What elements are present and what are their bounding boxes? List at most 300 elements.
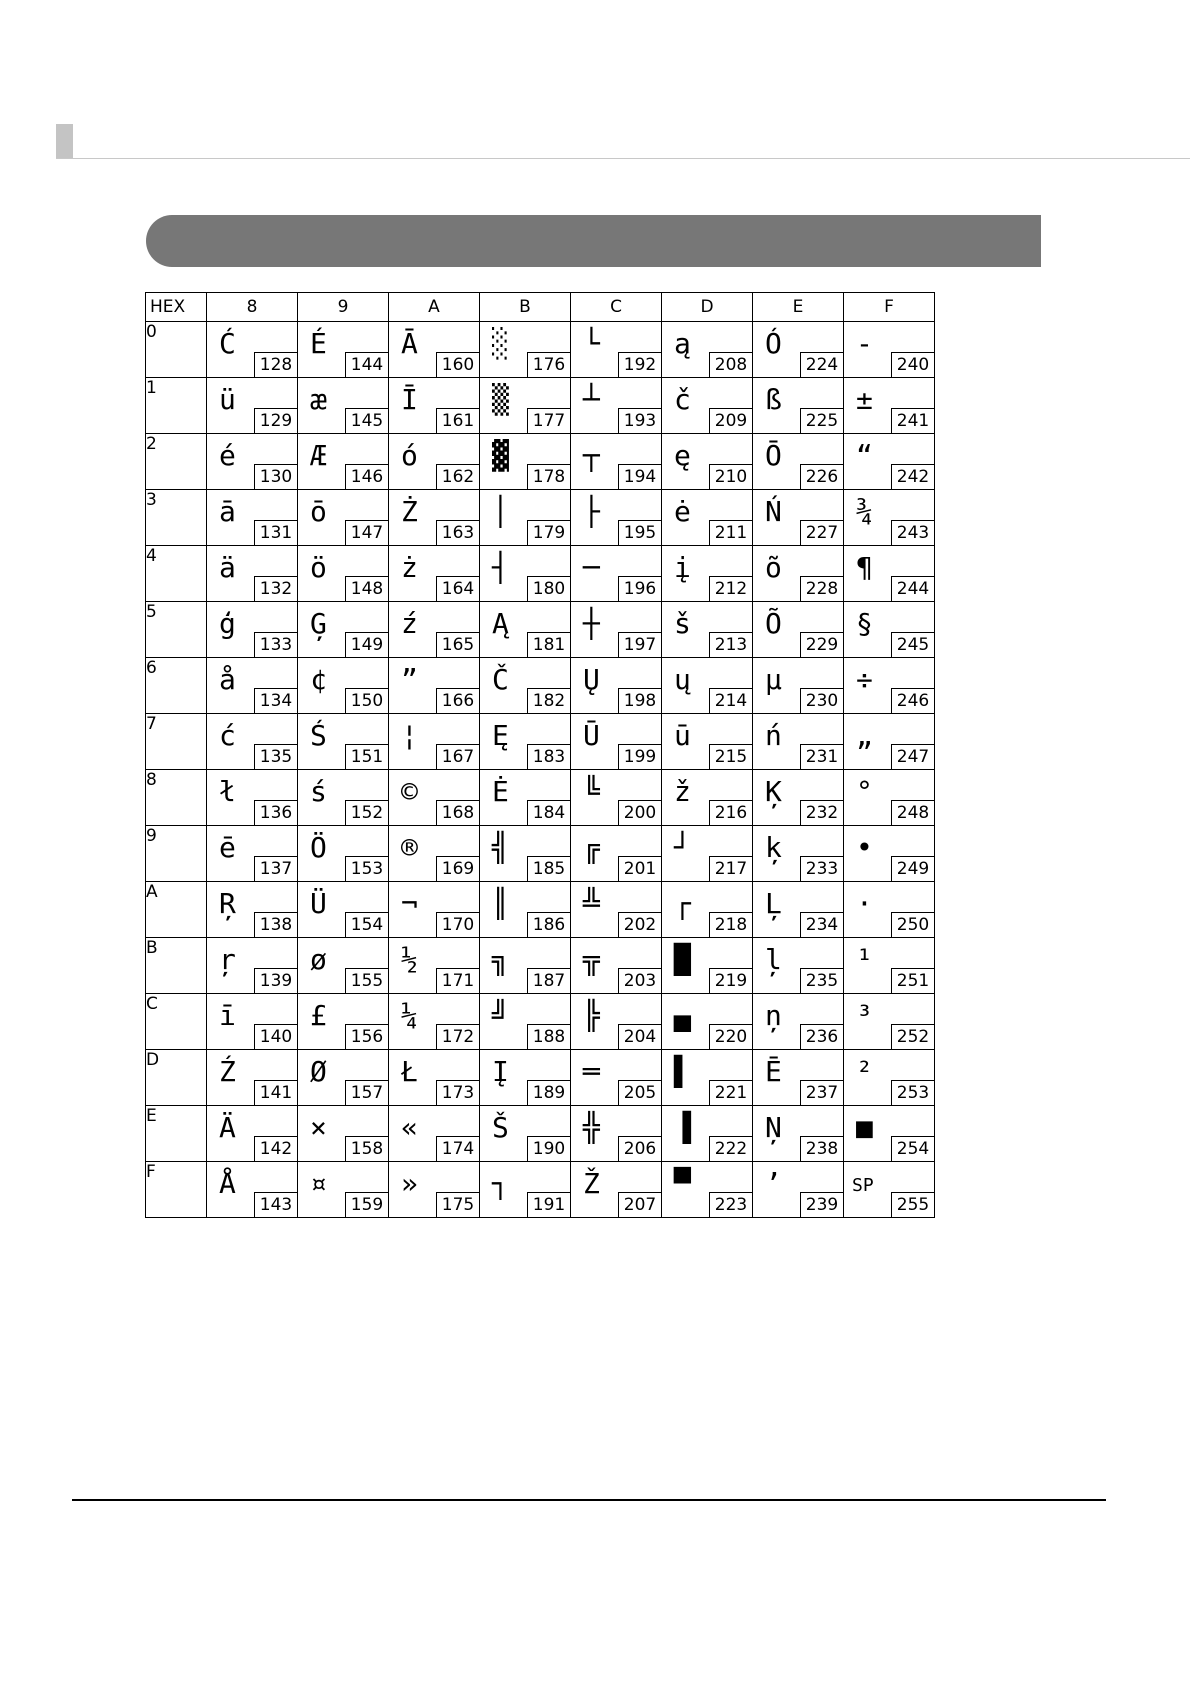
decimal-code: 223 bbox=[709, 1192, 752, 1217]
code-cell bbox=[389, 658, 480, 714]
decimal-code: 200 bbox=[618, 800, 661, 825]
character-glyph: Ė bbox=[492, 775, 509, 808]
decimal-code: 173 bbox=[436, 1080, 479, 1105]
code-cell bbox=[389, 826, 480, 882]
row-header: D bbox=[146, 1050, 207, 1106]
decimal-code: 245 bbox=[891, 632, 934, 657]
table-row bbox=[146, 1106, 935, 1162]
character-glyph: - bbox=[856, 327, 873, 360]
character-glyph: ± bbox=[856, 383, 873, 416]
decimal-code: 130 bbox=[254, 464, 297, 489]
decimal-code: 238 bbox=[800, 1136, 843, 1161]
decimal-code: 206 bbox=[618, 1136, 661, 1161]
character-glyph: å bbox=[219, 663, 236, 696]
code-cell bbox=[298, 490, 389, 546]
character-glyph: ┐ bbox=[492, 1167, 509, 1200]
character-glyph: ║ bbox=[492, 887, 509, 920]
decimal-code: 151 bbox=[345, 744, 388, 769]
character-glyph: ” bbox=[401, 663, 418, 696]
code-cell bbox=[844, 938, 935, 994]
character-glyph: ╦ bbox=[583, 943, 600, 976]
character-glyph: ō bbox=[310, 495, 327, 528]
character-glyph: ¼ bbox=[401, 999, 418, 1032]
character-glyph: Ō bbox=[765, 439, 782, 472]
decimal-code: 160 bbox=[436, 352, 479, 377]
character-glyph: ā bbox=[219, 495, 236, 528]
code-cell bbox=[480, 1050, 571, 1106]
row-header: 0 bbox=[146, 322, 207, 378]
code-cell bbox=[844, 378, 935, 434]
character-glyph: Š bbox=[492, 1111, 509, 1144]
row-header: C bbox=[146, 994, 207, 1050]
character-glyph: Ž bbox=[583, 1167, 600, 1200]
code-cell bbox=[662, 546, 753, 602]
code-cell bbox=[207, 882, 298, 938]
decimal-code: 138 bbox=[254, 912, 297, 937]
code-cell bbox=[662, 322, 753, 378]
decimal-code: 140 bbox=[254, 1024, 297, 1049]
table-row bbox=[146, 434, 935, 490]
table-row bbox=[146, 658, 935, 714]
decimal-code: 249 bbox=[891, 856, 934, 881]
code-cell bbox=[298, 826, 389, 882]
character-glyph: ń bbox=[765, 719, 782, 752]
character-glyph: ų bbox=[674, 663, 691, 696]
decimal-code: 172 bbox=[436, 1024, 479, 1049]
code-cell bbox=[753, 1106, 844, 1162]
code-cell bbox=[389, 434, 480, 490]
code-cell bbox=[844, 490, 935, 546]
character-glyph: ü bbox=[219, 383, 236, 416]
character-glyph: ═ bbox=[583, 1055, 600, 1088]
footer-rule bbox=[72, 1499, 1106, 1501]
character-glyph: ¾ bbox=[856, 495, 873, 528]
decimal-code: 237 bbox=[800, 1080, 843, 1105]
table-row bbox=[146, 546, 935, 602]
decimal-code: 208 bbox=[709, 352, 752, 377]
decimal-code: 134 bbox=[254, 688, 297, 713]
character-glyph: Ē bbox=[765, 1055, 782, 1088]
code-cell bbox=[389, 1162, 480, 1218]
character-glyph: ć bbox=[219, 719, 236, 752]
character-glyph: » bbox=[401, 1167, 418, 1200]
decimal-code: 231 bbox=[800, 744, 843, 769]
code-cell bbox=[480, 378, 571, 434]
character-glyph: ģ bbox=[219, 607, 236, 640]
decimal-code: 203 bbox=[618, 968, 661, 993]
decimal-code: 161 bbox=[436, 408, 479, 433]
code-cell bbox=[207, 658, 298, 714]
character-glyph: ē bbox=[219, 831, 236, 864]
character-glyph: Ī bbox=[401, 383, 418, 416]
character-glyph: ┴ bbox=[583, 383, 600, 416]
code-cell bbox=[753, 434, 844, 490]
character-glyph: ū bbox=[674, 719, 691, 752]
column-header: D bbox=[662, 293, 753, 322]
code-cell bbox=[480, 714, 571, 770]
code-cell bbox=[571, 434, 662, 490]
table-row bbox=[146, 714, 935, 770]
decimal-code: 184 bbox=[527, 800, 570, 825]
code-cell bbox=[662, 882, 753, 938]
character-glyph: ļ bbox=[765, 943, 782, 976]
code-cell bbox=[753, 658, 844, 714]
character-glyph: ī bbox=[219, 999, 236, 1032]
decimal-code: 137 bbox=[254, 856, 297, 881]
code-cell bbox=[662, 1050, 753, 1106]
code-cell bbox=[662, 602, 753, 658]
code-cell bbox=[207, 770, 298, 826]
code-cell bbox=[753, 714, 844, 770]
decimal-code: 190 bbox=[527, 1136, 570, 1161]
code-cell bbox=[480, 490, 571, 546]
character-glyph: Ü bbox=[310, 887, 327, 920]
decimal-code: 174 bbox=[436, 1136, 479, 1161]
decimal-code: 170 bbox=[436, 912, 479, 937]
code-cell bbox=[298, 938, 389, 994]
character-glyph: █ bbox=[674, 943, 691, 976]
decimal-code: 215 bbox=[709, 744, 752, 769]
code-cell bbox=[389, 1106, 480, 1162]
decimal-code: 217 bbox=[709, 856, 752, 881]
code-cell bbox=[571, 378, 662, 434]
decimal-code: 247 bbox=[891, 744, 934, 769]
character-glyph: ś bbox=[310, 775, 327, 808]
code-cell bbox=[480, 1162, 571, 1218]
character-glyph: ─ bbox=[583, 551, 600, 584]
decimal-code: 205 bbox=[618, 1080, 661, 1105]
code-cell bbox=[298, 434, 389, 490]
character-glyph: Ć bbox=[219, 327, 236, 360]
code-page-table bbox=[145, 292, 935, 1218]
decimal-code: 186 bbox=[527, 912, 570, 937]
character-glyph: į bbox=[674, 551, 691, 584]
decimal-code: 235 bbox=[800, 968, 843, 993]
row-header: 8 bbox=[146, 770, 207, 826]
table-header-row bbox=[146, 293, 935, 322]
decimal-code: 211 bbox=[709, 520, 752, 545]
character-glyph: É bbox=[310, 327, 327, 360]
row-header: F bbox=[146, 1162, 207, 1218]
decimal-code: 244 bbox=[891, 576, 934, 601]
decimal-code: 145 bbox=[345, 408, 388, 433]
code-cell bbox=[389, 322, 480, 378]
decimal-code: 149 bbox=[345, 632, 388, 657]
decimal-code: 157 bbox=[345, 1080, 388, 1105]
character-glyph: ░ bbox=[492, 327, 509, 360]
code-cell bbox=[753, 994, 844, 1050]
code-cell bbox=[207, 378, 298, 434]
code-cell bbox=[389, 770, 480, 826]
column-header: F bbox=[844, 293, 935, 322]
code-cell bbox=[480, 434, 571, 490]
character-glyph: Õ bbox=[765, 607, 782, 640]
section-title-bar bbox=[146, 215, 1041, 267]
decimal-code: 178 bbox=[527, 464, 570, 489]
decimal-code: 194 bbox=[618, 464, 661, 489]
character-glyph: Į bbox=[492, 1055, 509, 1088]
code-cell bbox=[571, 714, 662, 770]
code-cell bbox=[753, 322, 844, 378]
character-glyph: § bbox=[856, 607, 873, 640]
decimal-code: 131 bbox=[254, 520, 297, 545]
code-cell bbox=[662, 378, 753, 434]
decimal-code: 132 bbox=[254, 576, 297, 601]
code-cell bbox=[662, 938, 753, 994]
decimal-code: 147 bbox=[345, 520, 388, 545]
decimal-code: 156 bbox=[345, 1024, 388, 1049]
code-cell bbox=[389, 378, 480, 434]
code-cell bbox=[844, 1106, 935, 1162]
row-header: 4 bbox=[146, 546, 207, 602]
decimal-code: 202 bbox=[618, 912, 661, 937]
decimal-code: 193 bbox=[618, 408, 661, 433]
decimal-code: 179 bbox=[527, 520, 570, 545]
code-cell bbox=[844, 322, 935, 378]
decimal-code: 197 bbox=[618, 632, 661, 657]
character-glyph: ½ bbox=[401, 943, 418, 976]
character-glyph: ° bbox=[856, 775, 873, 808]
character-glyph: ▄ bbox=[674, 999, 691, 1032]
decimal-code: 154 bbox=[345, 912, 388, 937]
row-header: E bbox=[146, 1106, 207, 1162]
character-glyph: ╗ bbox=[492, 943, 509, 976]
character-glyph: ▒ bbox=[492, 383, 509, 416]
character-glyph: × bbox=[310, 1111, 327, 1144]
character-glyph: ø bbox=[310, 943, 327, 976]
code-cell bbox=[298, 714, 389, 770]
code-cell bbox=[844, 826, 935, 882]
code-cell bbox=[207, 826, 298, 882]
code-cell bbox=[571, 938, 662, 994]
code-cell bbox=[207, 546, 298, 602]
decimal-code: 204 bbox=[618, 1024, 661, 1049]
row-header: 7 bbox=[146, 714, 207, 770]
decimal-code: 214 bbox=[709, 688, 752, 713]
decimal-code: 243 bbox=[891, 520, 934, 545]
decimal-code: 230 bbox=[800, 688, 843, 713]
character-glyph: Ŗ bbox=[219, 887, 236, 920]
row-header: 2 bbox=[146, 434, 207, 490]
code-cell bbox=[298, 1050, 389, 1106]
character-glyph: ö bbox=[310, 551, 327, 584]
decimal-code: 167 bbox=[436, 744, 479, 769]
character-glyph: ¶ bbox=[856, 551, 873, 584]
code-cell bbox=[298, 770, 389, 826]
code-cell bbox=[298, 1106, 389, 1162]
decimal-code: 158 bbox=[345, 1136, 388, 1161]
character-glyph: æ bbox=[310, 383, 327, 416]
table-row bbox=[146, 1162, 935, 1218]
character-glyph: Ł bbox=[401, 1055, 418, 1088]
code-cell bbox=[571, 994, 662, 1050]
column-header: 9 bbox=[298, 293, 389, 322]
decimal-code: 210 bbox=[709, 464, 752, 489]
code-cell bbox=[480, 1106, 571, 1162]
code-cell bbox=[844, 546, 935, 602]
code-cell bbox=[571, 1106, 662, 1162]
code-cell bbox=[662, 490, 753, 546]
code-cell bbox=[389, 490, 480, 546]
code-cell bbox=[571, 658, 662, 714]
decimal-code: 236 bbox=[800, 1024, 843, 1049]
decimal-code: 129 bbox=[254, 408, 297, 433]
decimal-code: 169 bbox=[436, 856, 479, 881]
decimal-code: 225 bbox=[800, 408, 843, 433]
code-cell bbox=[207, 994, 298, 1050]
character-glyph: Ų bbox=[583, 663, 600, 696]
decimal-code: 159 bbox=[345, 1192, 388, 1217]
decimal-code: 221 bbox=[709, 1080, 752, 1105]
decimal-code: 155 bbox=[345, 968, 388, 993]
decimal-code: 255 bbox=[891, 1192, 934, 1217]
character-glyph: ł bbox=[219, 775, 236, 808]
code-cell bbox=[298, 1162, 389, 1218]
code-cell bbox=[753, 826, 844, 882]
character-glyph: ¬ bbox=[401, 887, 418, 920]
decimal-code: 229 bbox=[800, 632, 843, 657]
decimal-code: 165 bbox=[436, 632, 479, 657]
character-glyph: Ö bbox=[310, 831, 327, 864]
code-cell bbox=[571, 490, 662, 546]
decimal-code: 175 bbox=[436, 1192, 479, 1217]
table-row bbox=[146, 490, 935, 546]
code-cell bbox=[389, 1050, 480, 1106]
character-glyph: ß bbox=[765, 383, 782, 416]
decimal-code: 182 bbox=[527, 688, 570, 713]
code-cell bbox=[753, 1050, 844, 1106]
code-cell bbox=[480, 546, 571, 602]
decimal-code: 139 bbox=[254, 968, 297, 993]
decimal-code: 128 bbox=[254, 352, 297, 377]
code-cell bbox=[662, 658, 753, 714]
table-body bbox=[146, 322, 935, 1218]
character-glyph: Ä bbox=[219, 1111, 236, 1144]
decimal-code: 136 bbox=[254, 800, 297, 825]
decimal-code: 224 bbox=[800, 352, 843, 377]
code-cell bbox=[571, 1050, 662, 1106]
character-glyph: ® bbox=[401, 831, 418, 864]
code-cell bbox=[389, 546, 480, 602]
character-glyph: Č bbox=[492, 663, 509, 696]
decimal-code: 234 bbox=[800, 912, 843, 937]
table-row bbox=[146, 938, 935, 994]
code-cell bbox=[844, 1050, 935, 1106]
code-cell bbox=[480, 938, 571, 994]
character-glyph: Ś bbox=[310, 719, 327, 752]
character-glyph: ┘ bbox=[674, 831, 691, 864]
code-cell bbox=[571, 770, 662, 826]
character-glyph: ķ bbox=[765, 831, 782, 864]
character-glyph: ź bbox=[401, 607, 418, 640]
code-cell bbox=[571, 826, 662, 882]
decimal-code: 199 bbox=[618, 744, 661, 769]
code-cell bbox=[298, 658, 389, 714]
decimal-code: 171 bbox=[436, 968, 479, 993]
decimal-code: 251 bbox=[891, 968, 934, 993]
decimal-code: 213 bbox=[709, 632, 752, 657]
row-header: 5 bbox=[146, 602, 207, 658]
code-cell bbox=[844, 602, 935, 658]
code-cell bbox=[753, 490, 844, 546]
decimal-code: 152 bbox=[345, 800, 388, 825]
character-glyph: ä bbox=[219, 551, 236, 584]
table-row bbox=[146, 322, 935, 378]
decimal-code: 242 bbox=[891, 464, 934, 489]
character-glyph: µ bbox=[765, 663, 782, 696]
code-cell bbox=[662, 994, 753, 1050]
character-glyph: ³ bbox=[856, 999, 873, 1032]
character-glyph: ╝ bbox=[492, 999, 509, 1032]
decimal-code: 148 bbox=[345, 576, 388, 601]
character-glyph: ╠ bbox=[583, 999, 600, 1032]
decimal-code: 232 bbox=[800, 800, 843, 825]
character-glyph: ą bbox=[674, 327, 691, 360]
character-glyph: Ū bbox=[583, 719, 600, 752]
decimal-code: 162 bbox=[436, 464, 479, 489]
table-row bbox=[146, 770, 935, 826]
column-header: E bbox=[753, 293, 844, 322]
decimal-code: 207 bbox=[618, 1192, 661, 1217]
decimal-code: 188 bbox=[527, 1024, 570, 1049]
code-cell bbox=[389, 602, 480, 658]
decimal-code: 143 bbox=[254, 1192, 297, 1217]
decimal-code: 240 bbox=[891, 352, 934, 377]
row-header: 1 bbox=[146, 378, 207, 434]
character-glyph: ╚ bbox=[583, 775, 600, 808]
code-cell bbox=[207, 1162, 298, 1218]
character-glyph: £ bbox=[310, 999, 327, 1032]
character-glyph: „ bbox=[856, 719, 873, 752]
row-header: B bbox=[146, 938, 207, 994]
code-cell bbox=[389, 938, 480, 994]
character-glyph: © bbox=[401, 775, 418, 808]
character-glyph: Ģ bbox=[310, 607, 327, 640]
character-glyph: ╩ bbox=[583, 887, 600, 920]
character-glyph: Ņ bbox=[765, 1111, 782, 1144]
decimal-code: 241 bbox=[891, 408, 934, 433]
character-glyph: č bbox=[674, 383, 691, 416]
code-cell bbox=[753, 602, 844, 658]
character-glyph: Ż bbox=[401, 495, 418, 528]
code-cell bbox=[389, 994, 480, 1050]
code-cell bbox=[207, 602, 298, 658]
character-glyph: Å bbox=[219, 1167, 236, 1200]
decimal-code: 198 bbox=[618, 688, 661, 713]
table-row bbox=[146, 602, 935, 658]
decimal-code: 254 bbox=[891, 1136, 934, 1161]
decimal-code: 233 bbox=[800, 856, 843, 881]
character-glyph: Ó bbox=[765, 327, 782, 360]
code-cell bbox=[844, 770, 935, 826]
character-glyph: │ bbox=[492, 495, 509, 528]
code-cell bbox=[753, 546, 844, 602]
code-cell bbox=[571, 1162, 662, 1218]
character-glyph: ┌ bbox=[674, 887, 691, 920]
code-cell bbox=[662, 434, 753, 490]
code-cell bbox=[207, 1106, 298, 1162]
character-glyph: ŗ bbox=[219, 943, 236, 976]
decimal-code: 212 bbox=[709, 576, 752, 601]
decimal-code: 227 bbox=[800, 520, 843, 545]
decimal-code: 141 bbox=[254, 1080, 297, 1105]
character-glyph: Ź bbox=[219, 1055, 236, 1088]
column-header: 8 bbox=[207, 293, 298, 322]
code-cell bbox=[844, 994, 935, 1050]
decimal-code: 146 bbox=[345, 464, 388, 489]
character-glyph: ├ bbox=[583, 495, 600, 528]
code-cell bbox=[207, 322, 298, 378]
